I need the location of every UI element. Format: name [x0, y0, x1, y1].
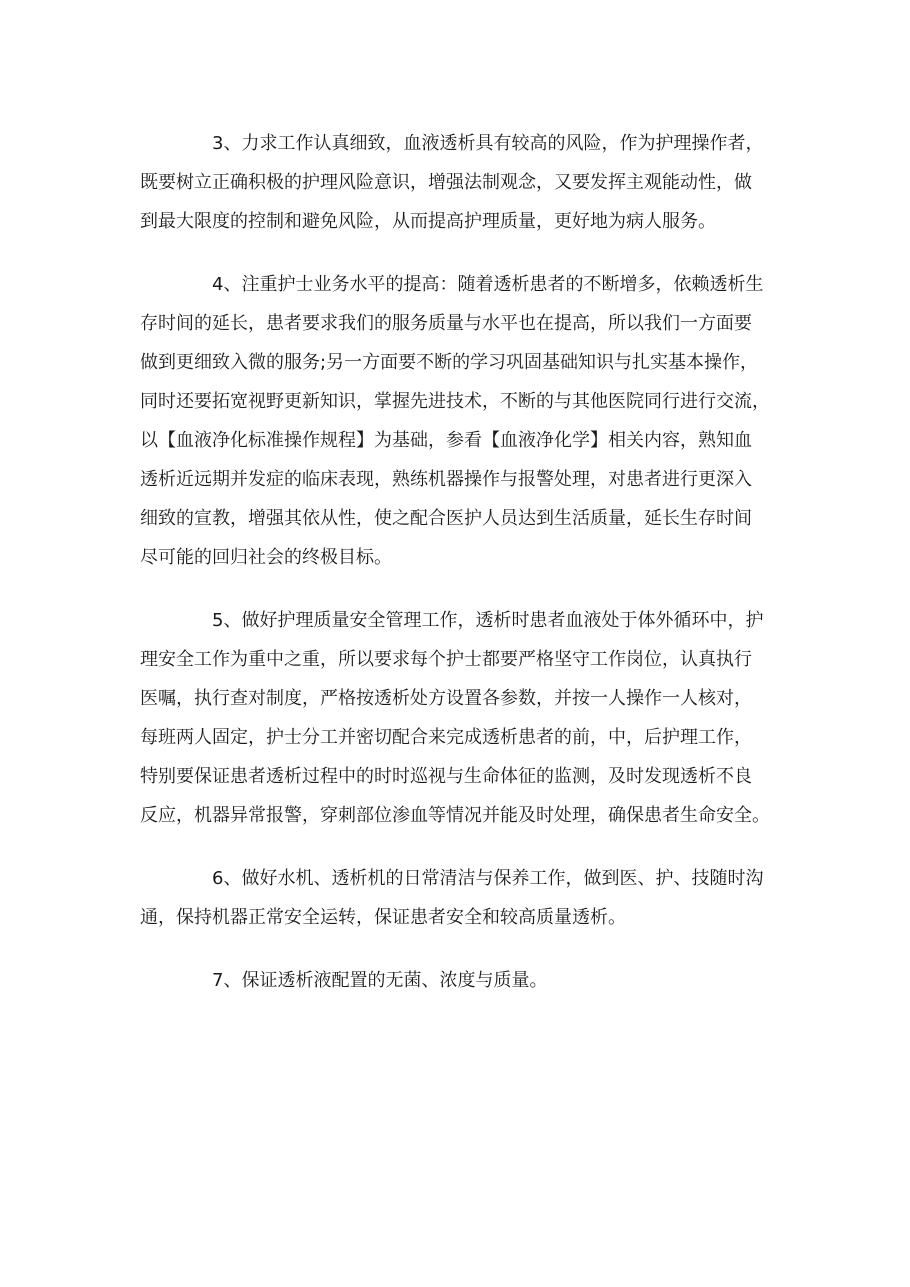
text-line: 细致的宣教，增强其依从性，使之配合医护人员达到生活质量，延长生存时间 [140, 508, 752, 529]
text-line: 存时间的延长，患者要求我们的服务质量与水平也在提高，所以我们一方面要 [140, 313, 752, 334]
paragraph-item-6 [140, 859, 780, 937]
text-line: 既要树立正确积极的护理风险意识，增强法制观念，又要发挥主观能动性，做 [140, 172, 752, 193]
text-line: 6、做好水机、透析机的日常清洁与保养工作，做到医、护、技随时沟 [212, 868, 764, 889]
text-line: 到最大限度的控制和避免风险，从而提高护理质量，更好地为病人服务。 [140, 211, 716, 232]
text-line: 通，保持机器正常安全运转，保证患者安全和较高质量透析。 [140, 907, 626, 928]
text-line: 同时还要拓宽视野更新知识，掌握先进技术，不断的与其他医院同行进行交流， [140, 391, 770, 412]
text-line: 以【血液净化标准操作规程】为基础，参看【血液净化学】相关内容，熟知血 [140, 430, 752, 451]
document-body [140, 124, 780, 1024]
text-line: 尽可能的回归社会的终极目标。 [140, 547, 392, 568]
paragraph-item-3 [140, 124, 780, 241]
text-line: 做到更细致入微的服务;另一方面要不断的学习巩固基础知识与扎实基本操作， [140, 352, 759, 373]
text-line: 理安全工作为重中之重，所以要求每个护士都要严格坚守工作岗位，认真执行 [140, 649, 752, 670]
text-line: 7、保证透析液配置的无菌、浓度与质量。 [212, 970, 548, 991]
paragraph-item-5 [140, 601, 780, 835]
text-line: 每班两人固定，护士分工并密切配合来完成透析患者的前，中，后护理工作， [140, 727, 752, 748]
text-line: 5、做好护理质量安全管理工作，透析时患者血液处于体外循环中，护 [212, 610, 764, 631]
paragraph-item-7 [140, 961, 780, 1000]
text-line: 4、注重护士业务水平的提高：随着透析患者的不断增多，依赖透析生 [212, 274, 764, 295]
text-line: 特别要保证患者透析过程中的时时巡视与生命体征的监测，及时发现透析不良 [140, 766, 752, 787]
paragraph-item-4 [140, 265, 780, 577]
text-line: 医嘱，执行查对制度，严格按透析处方设置各参数，并按一人操作一人核对， [140, 688, 752, 709]
text-line: 3、力求工作认真细致，血液透析具有较高的风险，作为护理操作者， [212, 133, 764, 154]
text-line: 反应，机器异常报警，穿刺部位渗血等情况并能及时处理，确保患者生命安全。 [140, 805, 770, 826]
text-line: 透析近远期并发症的临床表现，熟练机器操作与报警处理，对患者进行更深入 [140, 469, 752, 490]
